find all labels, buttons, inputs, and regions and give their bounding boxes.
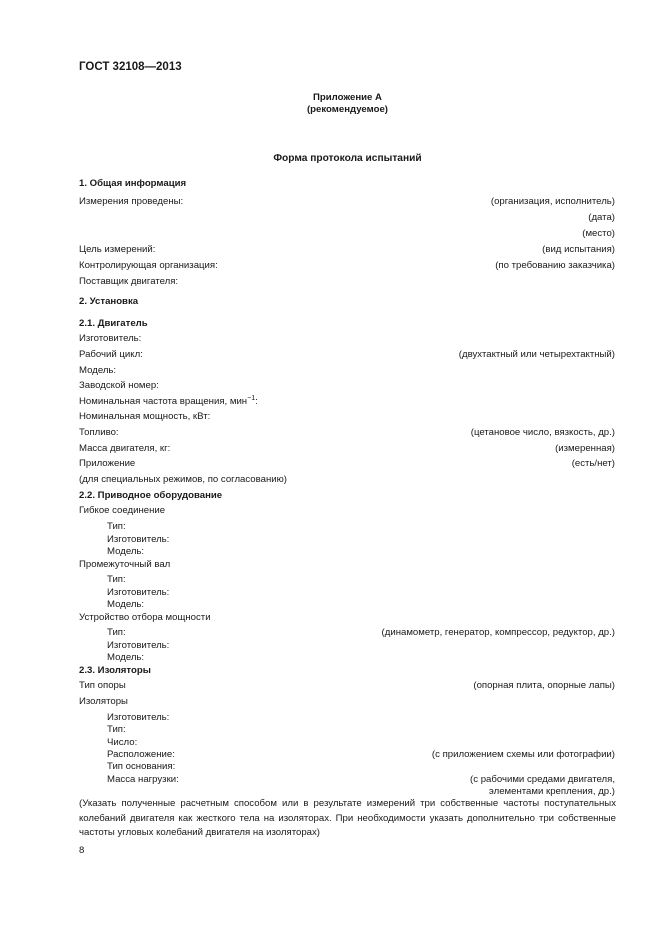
engine-mass-hint: (измеренная) (555, 443, 615, 454)
control-org-hint: (по требованию заказчика) (495, 260, 615, 271)
engine-appendix-hint: (есть/нет) (571, 458, 615, 469)
purpose-hint: (вид испытания) (542, 244, 615, 255)
form-title: Форма протокола испытаний (273, 153, 422, 164)
flex-model-label: Модель: (107, 546, 145, 557)
rated-speed-text: Номинальная частота вращения, мин (79, 396, 248, 407)
rated-speed-unit-exponent: −1 (247, 394, 256, 402)
fuel-hint: (цетановое число, вязкость, др.) (470, 427, 615, 438)
isolator-manufacturer-label: Изготовитель: (107, 712, 170, 723)
engine-manufacturer-label: Изготовитель: (79, 333, 142, 344)
rated-power-label: Номинальная мощность, кВт: (79, 411, 211, 422)
page-number: 8 (79, 845, 85, 856)
natural-frequency-note: (Указать полученные расчетным способом или в результате измерений три собственные частоты поступательных колебаний двигателя как жесткого тела на изоляторах. При необходимости указать дополнительно три собственные частоты угловых колебаний двигателя на изоляторах) (79, 798, 616, 838)
support-type-hint: (опорная плита, опорные лапы) (473, 680, 615, 691)
engine-model-label: Модель: (79, 365, 117, 376)
place-hint: (место) (582, 228, 615, 239)
organization-hint: (организация, исполнитель) (490, 196, 615, 207)
standard-header: ГОСТ 32108—2013 (79, 61, 182, 73)
flex-type-label: Тип: (107, 521, 126, 532)
section-1-heading: 1. Общая информация (79, 178, 187, 189)
control-org-label: Контролирующая организация: (79, 260, 218, 271)
isolators-label: Изоляторы (79, 696, 128, 707)
engine-heading: 2.1. Двигатель (79, 318, 148, 329)
intermediate-shaft-label: Промежуточный вал (79, 559, 171, 570)
rated-speed-colon: : (255, 396, 258, 407)
work-cycle-hint: (двухтактный или четырехтактный) (458, 349, 615, 360)
pto-model-label: Модель: (107, 652, 145, 663)
appendix-subtitle: (рекомендуемое) (306, 104, 388, 115)
engine-mass-label: Масса двигателя, кг: (79, 443, 171, 454)
section-2-heading: 2. Установка (79, 296, 139, 307)
shaft-type-label: Тип: (107, 574, 126, 585)
load-mass-hint-line1: (с рабочими средами двигателя, (470, 774, 615, 785)
special-modes-note: (для специальных режимов, по согласованию) (79, 474, 287, 485)
support-type-label: Тип опоры (79, 680, 126, 691)
measured-by-label: Измерения проведены: (79, 196, 184, 207)
load-mass-label: Масса нагрузки: (107, 774, 179, 785)
shaft-manufacturer-label: Изготовитель: (107, 587, 170, 598)
pto-manufacturer-label: Изготовитель: (107, 640, 170, 651)
purpose-label: Цель измерений: (79, 244, 156, 255)
date-hint: (дата) (588, 212, 615, 223)
rated-speed-label (79, 396, 258, 408)
shaft-model-label: Модель: (107, 599, 145, 610)
base-type-label: Тип основания: (107, 761, 176, 772)
drive-heading: 2.2. Приводное оборудование (79, 490, 223, 501)
isolator-location-hint: (с приложением схемы или фотографии) (431, 749, 615, 760)
load-mass-hint-line2: элементами крепления, др.) (488, 786, 615, 797)
fuel-label: Топливо: (79, 427, 119, 438)
supplier-label: Поставщик двигателя: (79, 276, 179, 287)
serial-number-label: Заводской номер: (79, 380, 159, 391)
isolator-count-label: Число: (107, 737, 138, 748)
isolators-heading: 2.3. Изоляторы (79, 665, 151, 676)
appendix-title: Приложение А (313, 92, 382, 103)
pto-type-label: Тип: (107, 627, 126, 638)
engine-appendix-label: Приложение (79, 458, 136, 469)
pto-label: Устройство отбора мощности (79, 612, 211, 623)
flex-coupling-label: Гибкое соединение (79, 505, 166, 516)
work-cycle-label: Рабочий цикл: (79, 349, 143, 360)
isolator-location-label: Расположение: (107, 749, 175, 760)
flex-manufacturer-label: Изготовитель: (107, 534, 170, 545)
pto-type-hint: (динамометр, генератор, компрессор, редуктор, др.) (381, 627, 615, 638)
isolator-type-label: Тип: (107, 724, 126, 735)
